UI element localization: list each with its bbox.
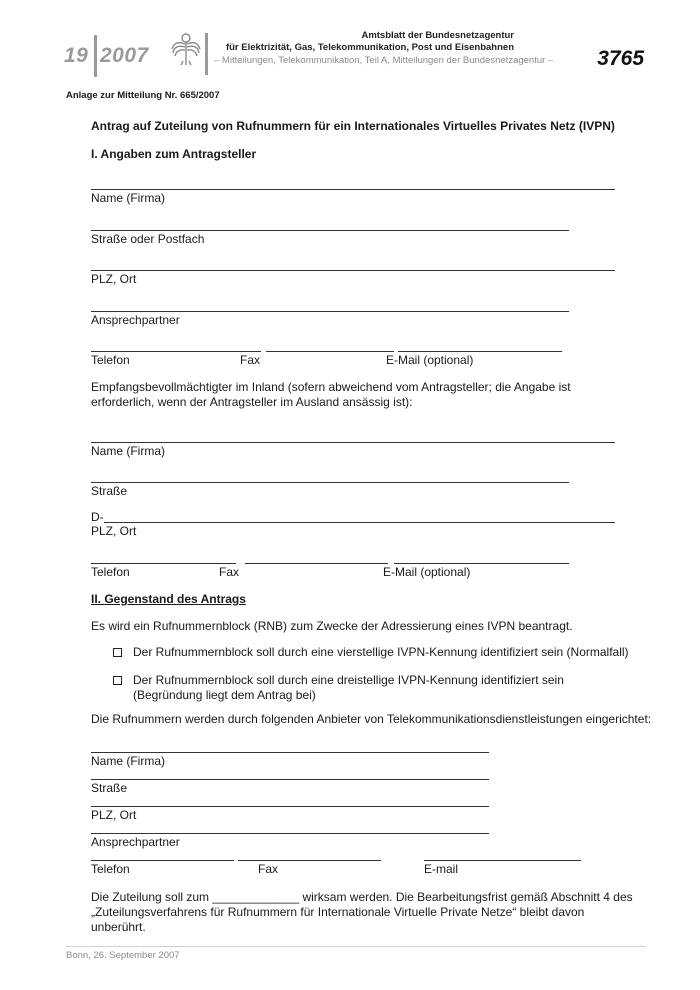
option-label: Der Rufnummernblock soll durch eine vierstellige IVPN-Kennung identifiziert sein (Normalfall) (133, 645, 629, 659)
agent-street-field[interactable] (91, 482, 569, 483)
section-heading: I. Angaben zum Antragsteller (91, 147, 257, 161)
field-label: E-Mail (optional) (383, 565, 471, 579)
annex-reference: Anlage zur Mitteilung Nr. 665/2007 (66, 90, 220, 101)
section-heading: II. Gegenstand des Antrags (91, 592, 246, 606)
field-label: Name (Firma) (91, 191, 165, 205)
field-label: Name (Firma) (91, 754, 165, 768)
agent-instructions: Empfangsbevollmächtigter im Inland (sofern abweichend vom Antragsteller; die Angabe ist erforderlich, wenn der Antragsteller im Ausland ansässig ist): (91, 380, 571, 409)
field-label: PLZ, Ort (91, 808, 137, 822)
header-subtitle: – Mitteilungen, Telekommunikation, Teil A, Mitteilungen der Bundesnetzagentur – (214, 55, 554, 66)
footer-date: Bonn, 26. September 2007 (66, 950, 180, 961)
field-label: PLZ, Ort (91, 272, 137, 286)
provider-email-field[interactable] (424, 860, 581, 861)
field-label: Name (Firma) (91, 444, 165, 458)
field-label: Ansprechpartner (91, 835, 180, 849)
field-label: PLZ, Ort (91, 524, 137, 538)
federal-eagle-icon (170, 31, 202, 67)
issue-number: 19 (64, 44, 89, 67)
agent-phone-field[interactable] (91, 563, 236, 564)
field-label: Telefon (91, 565, 130, 579)
applicant-email-field[interactable] (398, 351, 562, 352)
applicant-contact-field[interactable] (91, 311, 569, 312)
applicant-name-field[interactable] (91, 189, 615, 190)
issue-year: 2007 (100, 44, 149, 67)
provider-street-field[interactable] (91, 779, 489, 780)
option-checkbox[interactable] (113, 676, 122, 685)
agent-fax-field[interactable] (245, 563, 388, 564)
applicant-city-field[interactable] (91, 270, 615, 271)
applicant-phone-field[interactable] (91, 351, 261, 352)
field-label: Ansprechpartner (91, 313, 180, 327)
publisher-scope: für Elektrizität, Gas, Telekommunikation, Post und Eisenbahnen (225, 42, 514, 53)
provider-intro: Die Rufnummern werden durch folgenden Anbieter von Telekommunikationsdienstleistungen eingerichtet: (91, 712, 652, 726)
provider-phone-field[interactable] (91, 860, 234, 861)
field-label: Fax (258, 862, 279, 876)
provider-fax-field[interactable] (238, 860, 381, 861)
agent-city-field[interactable] (104, 522, 615, 523)
field-label: E-Mail (optional) (386, 353, 474, 367)
header-separator (205, 33, 208, 75)
field-label: Straße oder Postfach (91, 232, 205, 246)
agent-email-field[interactable] (394, 563, 569, 564)
publisher-name: Amtsblatt der Bundesnetzagentur (361, 30, 514, 41)
form-title: Antrag auf Zuteilung von Rufnummern für ein Internationales Virtuelles Privates Netz (IVPN) (91, 119, 615, 133)
option-checkbox[interactable] (113, 648, 122, 657)
applicant-fax-field[interactable] (266, 351, 394, 352)
field-label: Straße (91, 781, 128, 795)
field-label: E-mail (424, 862, 459, 876)
header-separator (94, 35, 97, 77)
provider-contact-field[interactable] (91, 833, 489, 834)
field-label: Telefon (91, 353, 130, 367)
page-number: 3765 (597, 47, 644, 70)
effective-date-text: Die Zuteilung soll zum _____________ wirksam werden. Die Bearbeitungsfrist gemäß Abschnitt 4 des „Zuteilungsverfahrens für Rufnummern für Internationale Virtuelle Private Netze“ bleibt davon unberührt. (91, 890, 633, 934)
field-label: Fax (240, 353, 261, 367)
request-intro: Es wird ein Rufnummernblock (RNB) zum Zwecke der Adressierung eines IVPN beantragt. (91, 619, 573, 633)
provider-city-field[interactable] (91, 806, 489, 807)
option-label: Der Rufnummernblock soll durch eine dreistellige IVPN-Kennung identifiziert sein (Begründung liegt dem Antrag bei) (133, 673, 564, 702)
provider-name-field[interactable] (91, 752, 489, 753)
field-label: Fax (219, 565, 240, 579)
applicant-street-field[interactable] (91, 230, 569, 231)
footer-divider (66, 946, 646, 947)
agent-name-field[interactable] (91, 442, 615, 443)
field-label: Telefon (91, 862, 130, 876)
country-prefix: D- (91, 510, 104, 524)
field-label: Straße (91, 484, 128, 498)
